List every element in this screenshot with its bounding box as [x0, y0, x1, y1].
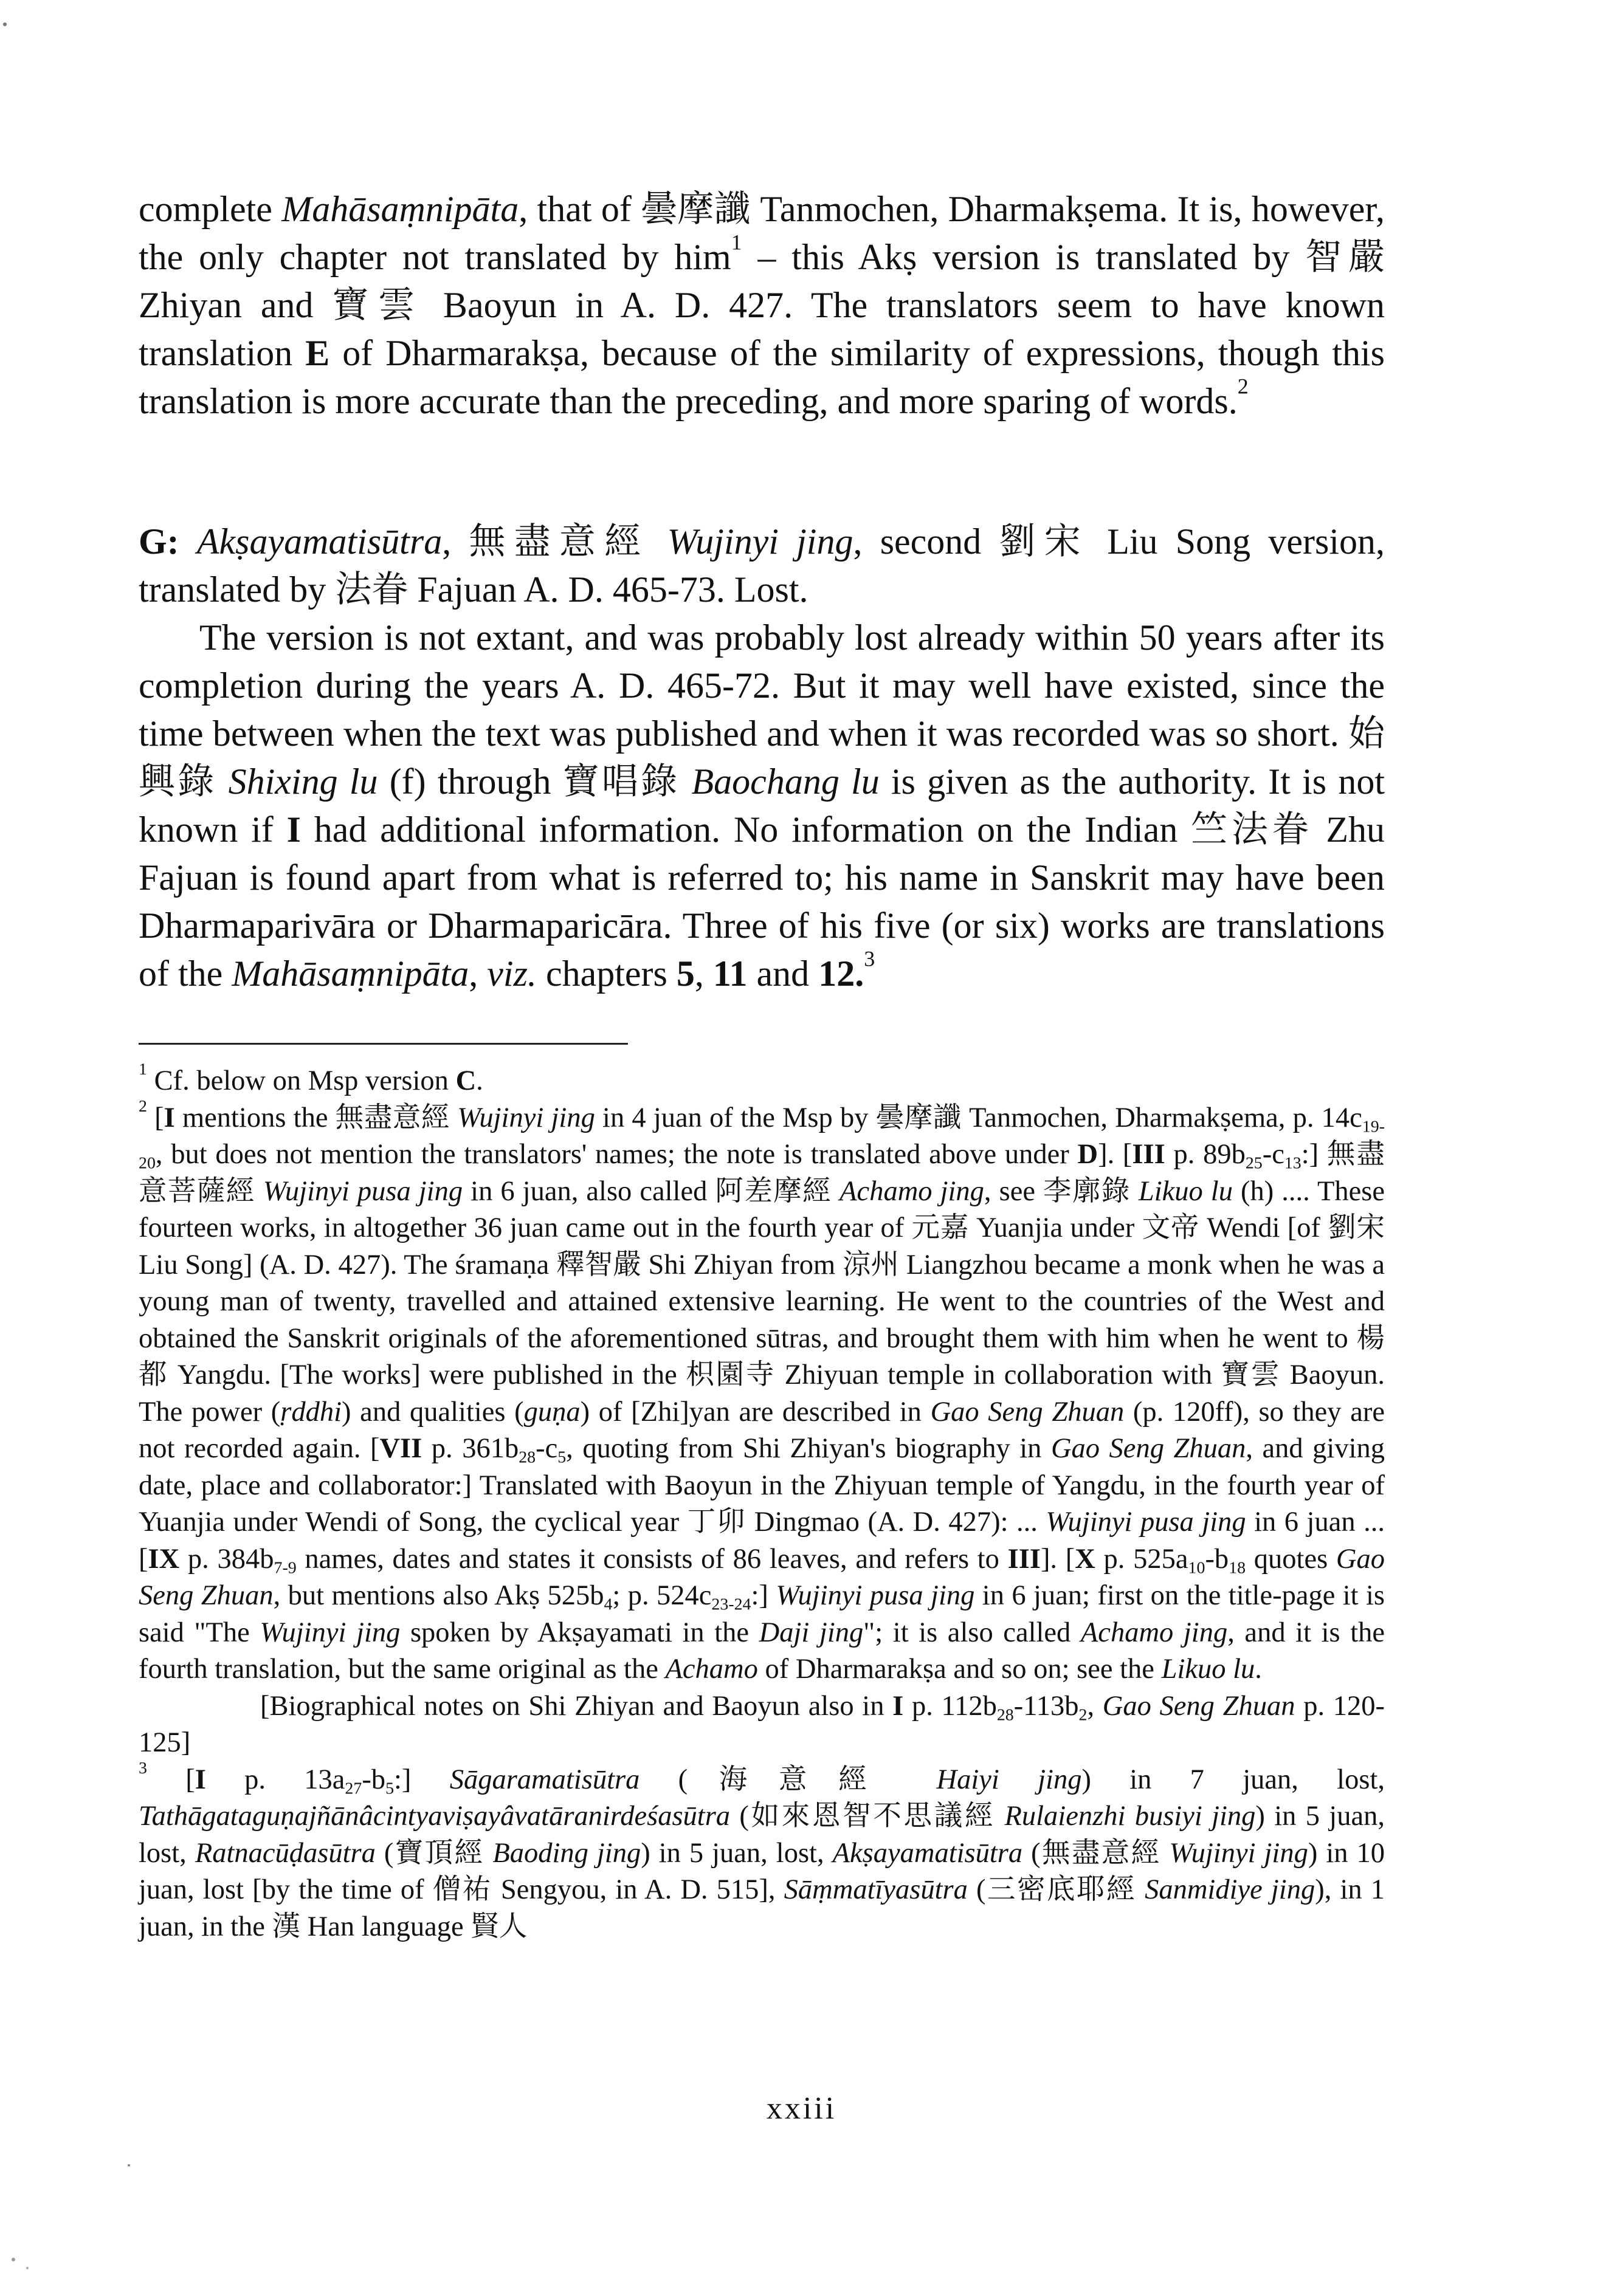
- footnote-2-biographical-note: [Biographical notes on Shi Zhiyan and Baoyun also in I p. $112b_{28}-113b_2$, Gao Seng Zhuan p. 120-125]: [139, 1690, 1385, 1758]
- entry-g-heading: G: Akṣayamatisūtra, 無盡意經 Wujinyi jing, second 劉宋 Liu Song version, translated by 法眷 Fajuan A. D. 465-73. Lost.: [139, 521, 1385, 610]
- scan-speck: [12, 2258, 15, 2261]
- page-number: xxiii: [766, 2091, 837, 2126]
- scan-speck: [128, 2164, 130, 2167]
- entry-g-paragraph: The version is not extant, and was probably lost already within 50 years after its completion during the years A. D. 465-72. But it may well have existed, since the time between when the text was published and when it was recorded was so short. 始興錄 Shixing lu (f) through 寶唱錄 Baochang lu is given as the authority. It is not known if I had additional information. No information on the Indian 竺法眷 Zhu Fajuan is found apart from what is referred to; his name in Sanskrit may have been Dharmaparivāra or Dharmaparicāra. Three of his five (or six) works are translations of the Mahāsaṃnipāta, viz. chapters 5, 11 and 12.$^3$: [139, 617, 1385, 994]
- scan-speck: [3, 22, 7, 26]
- footnote-3: $^3$ [I p. $13a_{27}-b_5$:] Sāgaramatisūtra (海意經 Haiyi jing) in 7 juan, lost, Tathāgataguṇajñānâcintyaviṣayâvatāranirdeśasūtra (如來恩智不思議經 Rulaienzhi busiyi jing) in 5 juan, lost, Ratnacūḍasūtra (寶頂經 Baoding jing) in 5 juan, lost, Akṣayamatisūtra (無盡意經 Wujinyi jing) in 10 juan, lost [by the time of 僧祐 Sengyou, in A. D. 515], Sāṃmatīyasūtra (三密底耶經 Sanmidiye jing), in 1 juan, in the 漢 Han language 賢人: [139, 1758, 1385, 1942]
- footnote-2: $^2$ [I mentions the 無盡意經 Wujinyi jing in 4 juan of the Msp by 曇摩讖 Tanmochen, Dharmakṣema, p. $14c_{19-20}$, but does not mention the translators' names; the note is translated above under D]. [III p. $89b_{25}-c_{13}$:] 無盡意菩薩經 Wujinyi pusa jing in 6 juan, also called 阿差摩經 Achamo jing, see 李廓錄 Likuo lu (h) .... These fourteen works, in altogether 36 juan came out in the fourth year of 元嘉 Yuanjia under 文帝 Wendi [of 劉宋 Liu Song] (A. D. 427). The śramaṇa 釋智嚴 Shi Zhiyan from 涼州 Liangzhou became a monk when he was a young man of twenty, travelled and attained extensive learning. He went to the countries of the West and obtained the Sanskrit originals of the aforementioned sūtras, and brought them with him when he went to 楊都 Yangdu. [The works] were published in the 枳園寺 Zhiyuan temple in collaboration with 寶雲 Baoyun. The power (ṛddhi) and qualities (guṇa) of [Zhi]yan are described in Gao Seng Zhuan (p. 120ff), so they are not recorded again. [VII p. $361b_{28}-c_5$, quoting from Shi Zhiyan's biography in Gao Seng Zhuan, and giving date, place and collaborator:] Translated with Baoyun in the Zhiyuan temple of Yangdu, in the fourth year of Yuanjia under Wendi of Song, the cyclical year 丁卯 Dingmao (A. D. 427): ... Wujinyi pusa jing in 6 juan ... [IX p. $384b_{7-9}$ names, dates and states it consists of 86 leaves, and refers to III]. [X p. $525a_{10}-b_{18}$ quotes Gao Seng Zhuan, but mentions also Akṣ $525b_4$; p. $524c_{23-24}$:] Wujinyi pusa jing in 6 juan; first on the title-page it is said "The Wujinyi jing spoken by Akṣayamati in the Daji jing"; it is also called Achamo jing, and it is the fourth translation, but the same original as the Achamo of Dharmarakṣa and so on; see the Likuo lu.: [139, 1096, 1385, 1685]
- footnote-1: $^1$ Cf. below on Msp version C.: [139, 1059, 483, 1096]
- paragraph-continuation: complete Mahāsaṃnipāta, that of 曇摩讖 Tanmochen, Dharmakṣema. It is, however, the only chapter not translated by him$^1$ – this Akṣ version is translated by 智嚴 Zhiyan and 寶雲 Baoyun in A. D. 427. The translators seem to have known translation E of Dharmarakṣa, because of the similarity of expressions, though this translation is more accurate than the preceding, and more sparing of words.$^2$: [139, 189, 1385, 421]
- scan-speck: [26, 2267, 29, 2269]
